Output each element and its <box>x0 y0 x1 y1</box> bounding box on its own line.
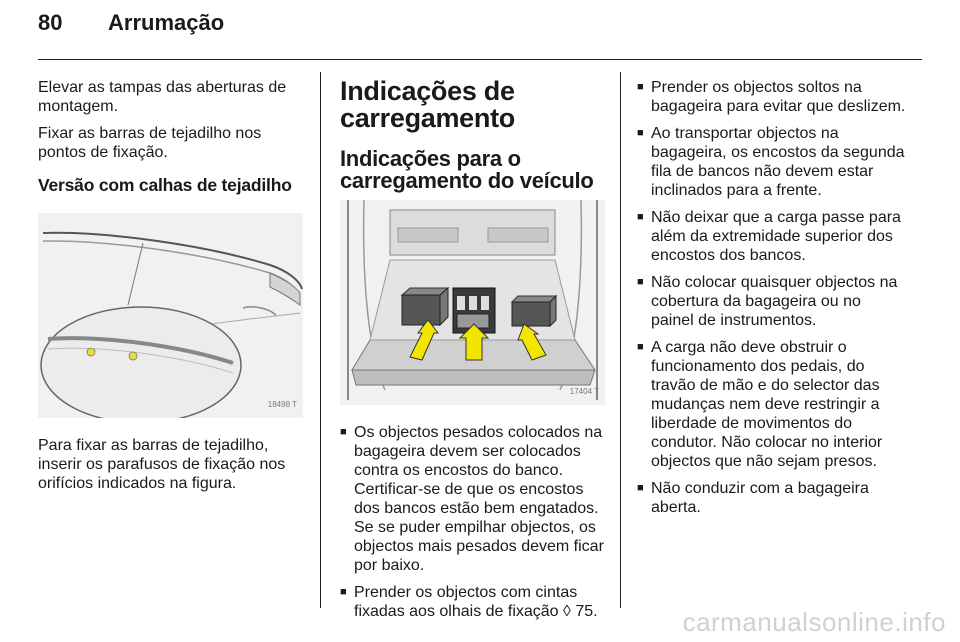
cargo-box-left <box>402 288 448 325</box>
loading-instructions-list <box>340 423 605 621</box>
safety-instructions-list <box>637 78 907 517</box>
bullet-icon: ■ <box>637 81 644 93</box>
bullet-icon: ■ <box>340 426 347 438</box>
figure-number: 17404 T <box>569 387 599 396</box>
right-column <box>637 78 907 525</box>
figure-number: 18498 T <box>267 400 297 409</box>
page-title: Arrumação <box>108 10 225 35</box>
bullet-icon: ■ <box>637 211 644 223</box>
mounting-hole-1 <box>87 348 95 356</box>
bullet-icon: ■ <box>340 586 347 598</box>
mounting-hole-2 <box>129 352 137 360</box>
list-item: ■ Os objectos pesados colocados na bagageira devem ser colocados contra os encostos do banco. Certificar-se de que os encostos dos bancos estão bem engatados. Se se puder empilhar objectos, os objectos mais pesados devem ficar por baixo. <box>340 424 604 574</box>
list-item: ■ A carga não deve obstruir o funcionamento dos pedais, do travão de mão e do selector das mudanças nem deve restringir a liberdade de movimentos do condutor. Não colocar no interior objectos que não sejam presos. <box>637 339 883 470</box>
bullet-icon: ■ <box>637 341 644 353</box>
watermark: carmanualsonline.info <box>682 607 946 637</box>
paragraph-fix-bars: Fixar as barras de tejadilho nos pontos de fixação. <box>38 125 262 161</box>
section-heading-roof-rails: Versão com calhas de tejadilho <box>38 175 292 195</box>
bullet-icon: ■ <box>637 276 644 288</box>
list-item: ■ Não colocar quaisquer objectos na cobertura da bagageira ou no painel de instrumentos. <box>637 274 898 329</box>
cargo-area-drawing <box>340 200 605 405</box>
paragraph-lift-covers: Elevar as tampas das aberturas de montagem. <box>38 79 287 115</box>
column-divider-1 <box>320 72 321 608</box>
header-rule <box>38 59 922 60</box>
left-column <box>38 78 303 501</box>
list-item: ■ Prender os objectos com cintas fixadas aos olhais de fixação ◊ 75. <box>340 584 598 620</box>
bullet-icon: ■ <box>637 482 644 494</box>
section-title-loading: Indicações de carregamento <box>340 76 515 133</box>
cargo-loading-illustration <box>340 200 605 405</box>
page-header <box>38 10 224 36</box>
list-item: ■ Prender os objectos soltos na bagageira para evitar que deslizem. <box>637 79 906 115</box>
roof-rail-illustration <box>38 213 303 418</box>
roof-rail-drawing <box>38 213 303 418</box>
list-item: ■ Não conduzir com a bagageira aberta. <box>637 480 869 516</box>
list-item: ■ Não deixar que a carga passe para além da extremidade superior dos encostos dos bancos. <box>637 209 901 264</box>
middle-column <box>340 78 605 629</box>
bullet-icon: ■ <box>637 127 644 139</box>
subsection-title-loading-vehicle: Indicações para o carregamento do veículo <box>340 146 594 193</box>
cargo-box-right <box>512 296 556 326</box>
column-divider-2 <box>620 72 621 608</box>
list-item: ■ Ao transportar objectos na bagageira, os encostos da segunda fila de bancos não devem estar inclinados para a frente. <box>637 125 905 199</box>
page-number: 80 <box>38 10 63 35</box>
paragraph-fix-instructions: Para fixar as barras de tejadilho, inserir os parafusos de fixação nos orifícios indicados na figura. <box>38 437 286 492</box>
